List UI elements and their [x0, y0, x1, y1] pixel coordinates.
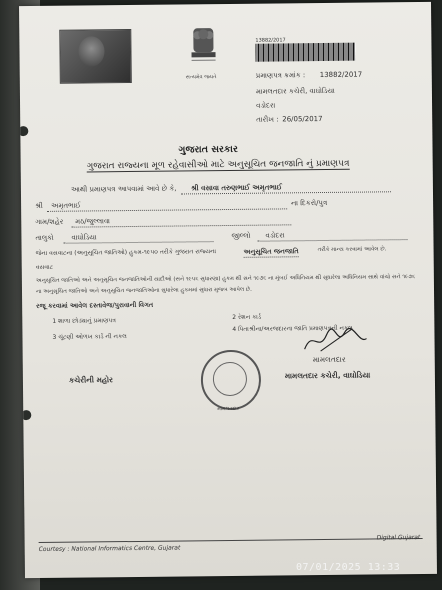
- certificate-page: [19, 2, 437, 578]
- father-name: અમૃતભાઈ: [51, 201, 81, 210]
- legal-paragraph: અનુસૂચિત જાતિઓ અને અનુસૂચિત જનજાતિઓની યાદીઓ (સને ૧૯૫૬ સુધારણા) હુકમ થી સને ૧૯૭૬ ના મુંબઈ અધિનિયમ થી સુધારેલા અધિનિયમ સાથે વાંચો સને ૧૯૭૬ ના અનુસૂચિત જાતિઓ અને અનુસૂચિત જનજાતિઓના સુધારેલા હુકમમાં સુધારા મુજબ આપેલ છે.: [35, 274, 416, 296]
- courtesy-text: Courtesy : National Informatics Centre, Gujarat: [38, 544, 181, 553]
- footer-brand: Digital Gujarat: [376, 534, 421, 542]
- relation-text: ના દિકરો/પુત્ર: [291, 198, 328, 208]
- punch-hole: [21, 410, 31, 420]
- village-value: મઠ/જુલ્લાવા: [75, 217, 111, 226]
- emblem-caption: સત્યમેવ જયતે: [185, 74, 217, 81]
- office-name: મામલતદાર કચેરી, વાઘોડિયા: [284, 370, 371, 381]
- government-title: ગુજરાત સરકાર: [178, 143, 238, 156]
- state-emblem-icon: [185, 26, 222, 74]
- documents-heading: રજૂ કરવામાં આવેલ દસ્તાવેજ/પુરાવાની વિગત: [36, 300, 154, 311]
- office-seal: [201, 350, 262, 411]
- residence-label: વસવાટ: [35, 263, 54, 272]
- applicant-photo: [59, 29, 132, 84]
- intro-text: આથી પ્રમાણપત્ર આપવામાં આવે છે કે,: [70, 184, 177, 194]
- serial-number: 13882/2017: [319, 70, 363, 80]
- footer-divider: [39, 538, 423, 543]
- barcode: [255, 43, 355, 62]
- document-item: 1 શાળા છોડ્યાનું પ્રમાણપત્ર: [52, 317, 116, 325]
- district-value: વડોદરા: [265, 231, 285, 240]
- document-item: 2 રેશન કાર્ડ: [232, 313, 262, 321]
- issuing-office: મામલતદાર કચેરી, વાઘોડિયા: [255, 86, 335, 96]
- taluka-value: વાઘોડિયા: [71, 233, 97, 242]
- date-label: તારીખ :: [256, 115, 279, 124]
- village-label: ગામ/શહેર: [35, 217, 64, 227]
- office-stamp-label: કચેરીની મહોર: [68, 375, 114, 385]
- seal-text: મામલતદાર: [217, 405, 240, 413]
- document-item: 4 પિતાશ્રીના/અરજદારના જાતિ પ્રમાણપત્રની નકલ: [232, 324, 353, 333]
- serial-label: પ્રમાણપત્ર ક્રમાંક :: [255, 71, 306, 80]
- punch-hole: [19, 126, 28, 136]
- officer-title: મામલતદાર: [312, 354, 346, 365]
- district-label: જીલ્લો: [231, 231, 251, 240]
- issue-date: 26/05/2017: [282, 115, 323, 124]
- barcode-text: 13882/2017: [255, 37, 286, 44]
- recognition-text: તરીકે માન્ય કરવામાં આવેલ છે.: [317, 246, 387, 254]
- applicant-name: શ્રી વસાવા તરુણભાઈ અમૃતભાઈ: [190, 183, 283, 193]
- certificate-heading: ગુજરાત રાજ્યના મૂળ રહેવાસીઓ માટે અનુસૂચિત જનજાતિ નું પ્રમાણપત્ર: [86, 158, 350, 172]
- father-prefix: શ્રી: [35, 201, 43, 211]
- officer-signature: [300, 325, 370, 356]
- taluka-label: તાલુકો: [35, 233, 54, 243]
- document-item: 3 ચૂંટણી ઓળખ કાર્ડ ની નકલ: [52, 333, 127, 341]
- tribe-value: અનુસૂચિત જનજાતિ: [243, 247, 299, 256]
- photo-timestamp: 07/01/2025 13:33: [296, 562, 401, 573]
- order-text: જેના વસવાટના (અનુસૂચિત જાતિઓ) હુકમ-૧૯૫૦ તરીકે ગુજરાત રાજ્યના: [35, 248, 217, 258]
- place: વડોદરા: [256, 101, 276, 110]
